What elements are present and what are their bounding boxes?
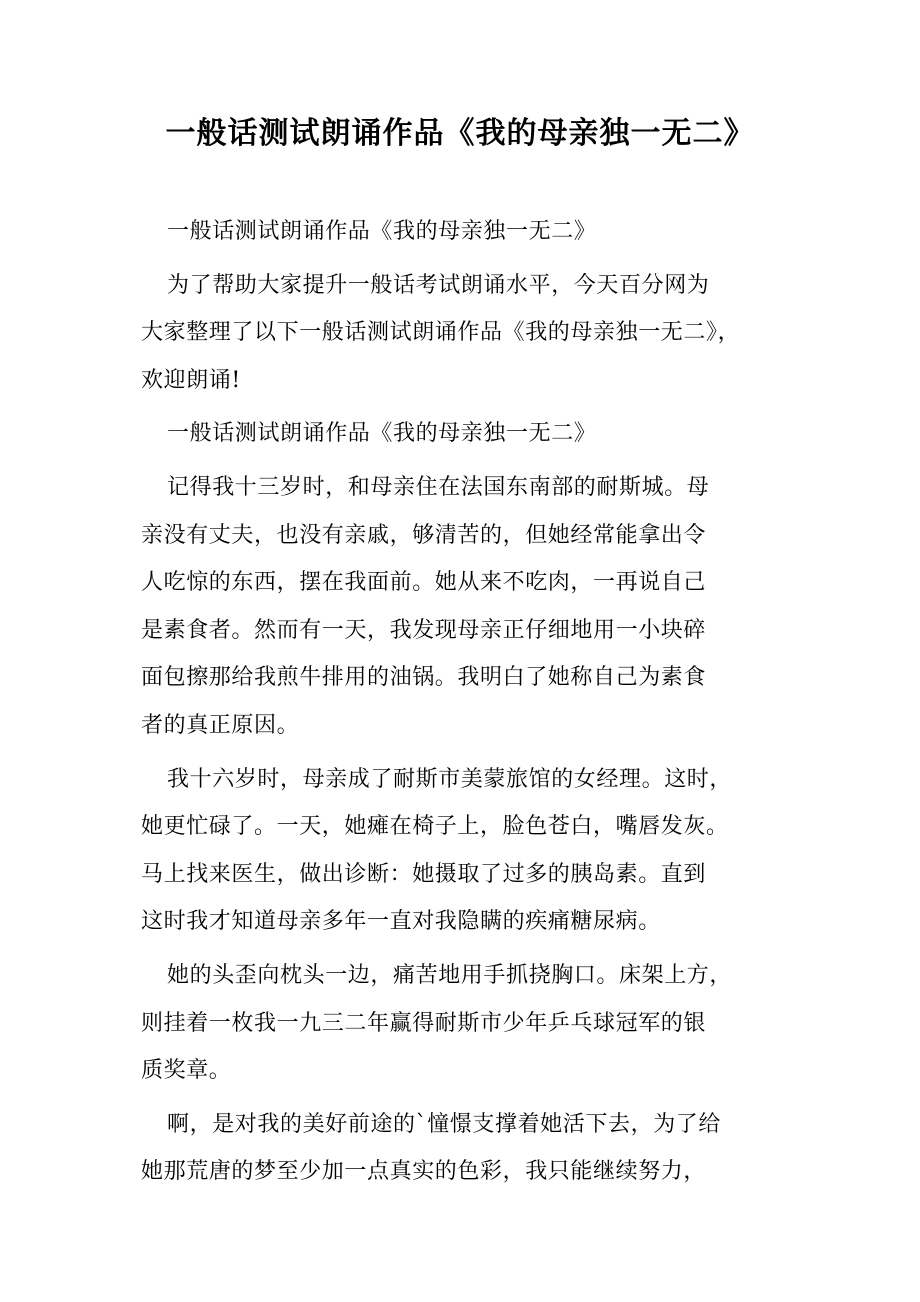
text-line: 亲没有丈夫，也没有亲戚，够清苦的，但她经常能拿出令 <box>141 522 707 548</box>
paragraph-subtitle <box>141 208 791 256</box>
text-line: 欢迎朗诵! <box>141 367 241 393</box>
text-line: 是素食者。然而有一天，我发现母亲正仔细地用一小块碎 <box>141 617 707 643</box>
text-line: 一般话测试朗诵作品《我的母亲独一无二》 <box>167 219 597 244</box>
text-line: 她更忙碌了。一天，她瘫在椅子上，脸色苍白，嘴唇发灰。 <box>141 814 729 840</box>
paragraph-story-2 <box>141 756 791 946</box>
text-line: 面包擦那给我煎牛排用的油锅。我明白了她称自己为素食 <box>141 665 707 691</box>
text-line: 她的头歪向枕头一边，痛苦地用手抓挠胸口。床架上方， <box>167 962 733 988</box>
text-line: 我十六岁时，母亲成了耐斯市美蒙旅馆的女经理。这时， <box>167 766 733 792</box>
text-line: 质奖章。 <box>141 1058 232 1084</box>
text-line: 她那荒唐的梦至少加一点真实的色彩，我只能继续努力， <box>141 1159 707 1185</box>
text-line: 啊，是对我的美好前途的`憧憬支撑着她活下去，为了给 <box>167 1111 722 1137</box>
text-line: 马上找来医生，做出诊断：她摄取了过多的胰岛素。直到 <box>141 861 707 887</box>
paragraph-heading <box>141 410 791 458</box>
text-line: 大家整理了以下一般话测试朗诵作品《我的母亲独一无二》， <box>141 320 741 346</box>
text-line: 这时我才知道母亲多年一直对我隐瞒的疾痛糖尿病。 <box>141 909 661 935</box>
paragraph-story-3 <box>141 952 791 1095</box>
text-line: 人吃惊的东西，摆在我面前。她从来不吃肉，一再说自己 <box>141 570 707 596</box>
document-title: 一般话测试朗诵作品《我的母亲独一无二》 <box>165 116 755 151</box>
paragraph-intro <box>141 262 791 405</box>
text-line: 者的真正原因。 <box>141 712 300 738</box>
paragraph-story-4 <box>141 1101 791 1196</box>
document-body <box>141 208 791 1196</box>
text-line: 为了帮助大家提升一般话考试朗诵水平，今天百分网为 <box>167 272 710 298</box>
text-line: 一般话测试朗诵作品《我的母亲独一无二》 <box>167 421 597 447</box>
paragraph-story-1 <box>141 464 791 750</box>
text-line: 记得我十三岁时，和母亲住在法国东南部的耐斯城。母 <box>167 474 710 500</box>
text-line: 则挂着一枚我一九三二年赢得耐斯市少年乒乓球冠军的银 <box>141 1010 707 1036</box>
